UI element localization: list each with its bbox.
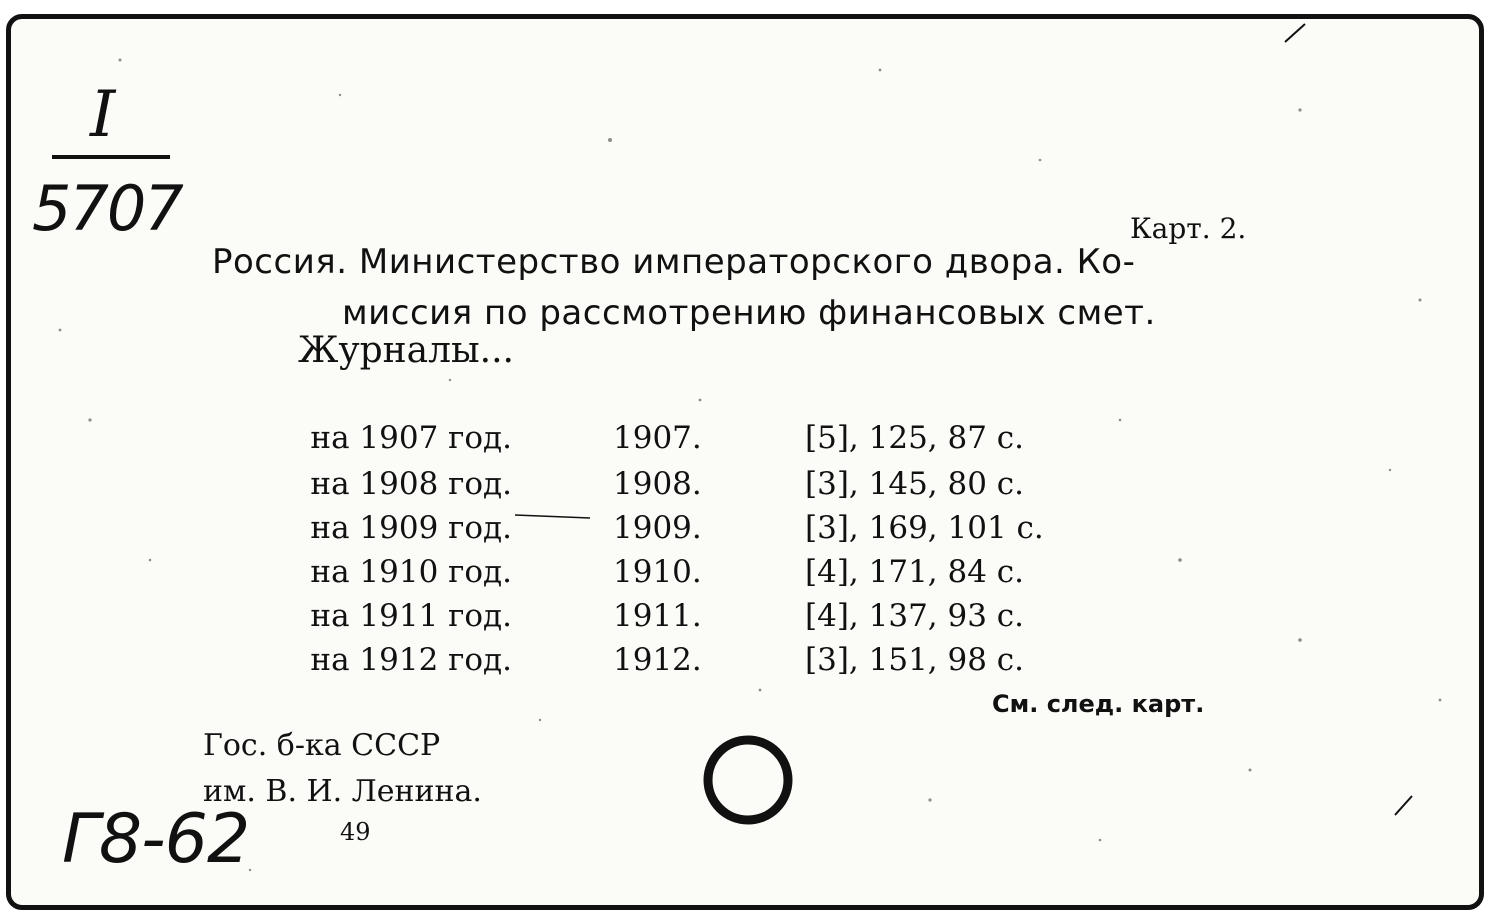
row-label: на 1908 год. (310, 466, 512, 502)
card-label: Карт. 2. (1130, 212, 1247, 245)
row-details: [4], 137, 93 с. (805, 598, 1025, 634)
row-details: [5], 125, 87 с. (805, 420, 1025, 456)
library-line-3: 49 (340, 818, 371, 846)
row-details: [3], 169, 101 с. (805, 510, 1044, 546)
row-label: на 1907 год. (310, 420, 512, 456)
row-year: 1907. (613, 420, 702, 456)
roman-numeral: I (90, 78, 116, 152)
heading-line-2: миссия по рассмотрению финансовых смет. (342, 293, 1156, 333)
row-details: [4], 171, 84 с. (805, 554, 1025, 590)
row-year: 1911. (613, 598, 702, 634)
row-label: на 1912 год. (310, 642, 512, 678)
handwritten-shelfmark: Г8-62 (62, 800, 250, 879)
continuation-note: См. след. карт. (992, 690, 1205, 718)
row-label: на 1909 год. (310, 510, 512, 546)
row-year: 1908. (613, 466, 702, 502)
library-line-2: им. В. И. Ленина. (203, 774, 482, 809)
heading-line-3: Журналы... (298, 330, 514, 371)
row-details: [3], 151, 98 с. (805, 642, 1025, 678)
row-label: на 1910 год. (310, 554, 512, 590)
row-year: 1909. (613, 510, 702, 546)
fraction-line (52, 155, 170, 159)
row-year: 1910. (613, 554, 702, 590)
handwritten-number: 5707 (32, 172, 182, 245)
row-details: [3], 145, 80 с. (805, 466, 1025, 502)
hole-ring-icon (700, 732, 796, 828)
row-year: 1912. (613, 642, 702, 678)
heading-line-1: Россия. Министерство императорского двора. Ко- (212, 242, 1136, 282)
library-line-1: Гос. б-ка СССР (203, 728, 441, 763)
row-label: на 1911 год. (310, 598, 512, 634)
